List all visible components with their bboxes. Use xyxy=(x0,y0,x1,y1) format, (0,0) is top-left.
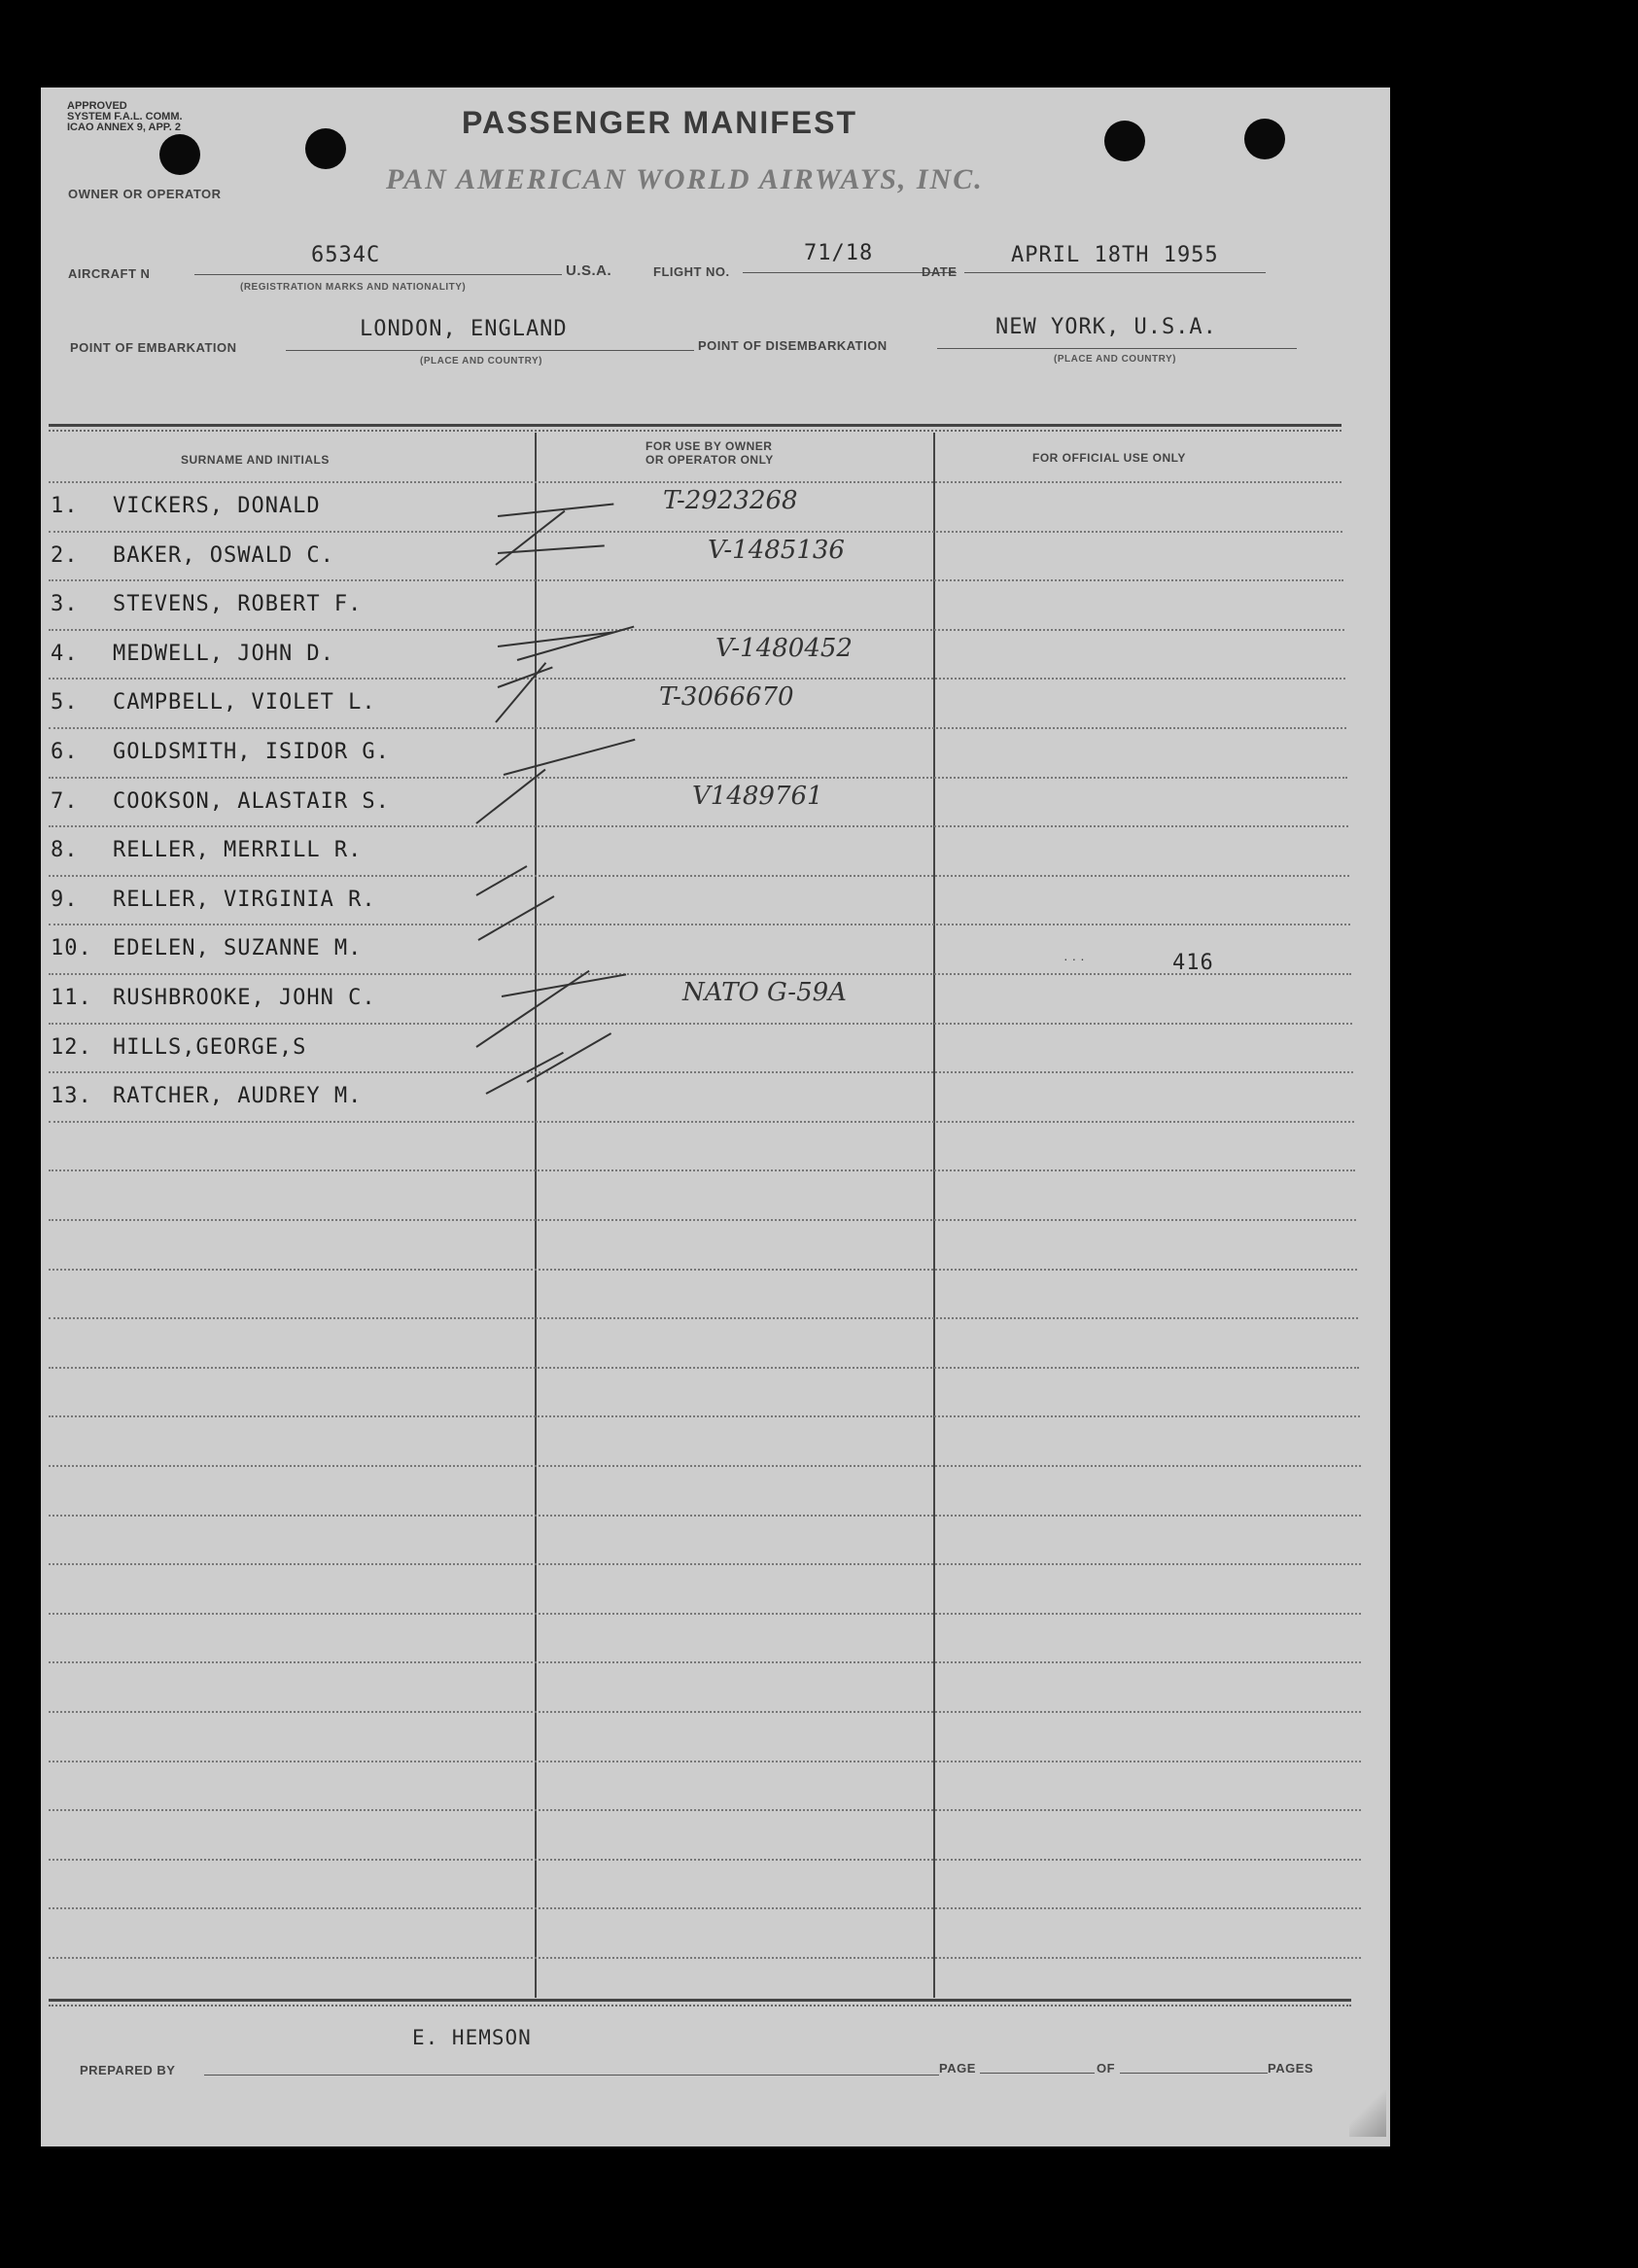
passenger-number: 3. xyxy=(51,592,79,616)
passenger-document-number: NATO G-59A xyxy=(682,978,847,1007)
check-mark xyxy=(475,970,589,1048)
column-header-names: SURNAME AND INITIALS xyxy=(181,453,330,467)
column-header-owner-1: FOR USE BY OWNER xyxy=(645,439,773,453)
table-row xyxy=(51,1084,362,1108)
ruled-line xyxy=(49,579,1343,581)
table-row xyxy=(51,690,376,715)
approval-line-2: SYSTEM F.A.L. COMM. xyxy=(67,111,183,122)
check-mark xyxy=(476,865,528,896)
ruled-line xyxy=(49,1023,1352,1025)
check-mark xyxy=(495,510,565,566)
ruled-line xyxy=(49,1761,1361,1762)
disembark-underline xyxy=(937,348,1297,349)
punch-hole xyxy=(1244,119,1285,159)
ruled-line xyxy=(49,1219,1356,1221)
ruled-line xyxy=(49,531,1342,533)
check-mark xyxy=(478,895,555,941)
approval-line-1: APPROVED xyxy=(67,100,127,112)
corner-smudge xyxy=(1349,2090,1386,2137)
passenger-name: COOKSON, ALASTAIR S. xyxy=(113,789,390,814)
ruled-line xyxy=(49,1907,1361,1909)
table-top-rule xyxy=(49,424,1342,427)
ruled-line xyxy=(49,1563,1361,1565)
table-row xyxy=(51,986,376,1010)
table-row xyxy=(51,838,362,862)
ruled-line xyxy=(49,1121,1354,1123)
owner-value: PAN AMERICAN WORLD AIRWAYS, INC. xyxy=(386,163,984,195)
ruled-line xyxy=(49,1071,1353,1073)
passenger-number: 10. xyxy=(51,936,92,960)
passenger-name: HILLS,GEORGE,S xyxy=(113,1035,307,1060)
table-top-rule-2 xyxy=(49,430,1342,432)
passenger-name: CAMPBELL, VIOLET L. xyxy=(113,690,376,715)
passenger-number: 5. xyxy=(51,690,79,715)
passenger-number: 12. xyxy=(51,1035,92,1060)
passenger-number: 11. xyxy=(51,986,92,1010)
passenger-name: RELLER, MERRILL R. xyxy=(113,838,363,862)
column-header-official: FOR OFFICIAL USE ONLY xyxy=(1032,451,1186,465)
table-row xyxy=(51,543,334,568)
table-row xyxy=(51,1035,306,1060)
date-underline xyxy=(964,272,1266,273)
passenger-name: VICKERS, DONALD xyxy=(113,494,321,518)
ruled-line xyxy=(49,1169,1355,1171)
passenger-number: 6. xyxy=(51,740,79,764)
ruled-line xyxy=(49,1613,1361,1615)
check-mark xyxy=(527,1032,612,1083)
passenger-document-number: T-2923268 xyxy=(663,486,798,515)
passenger-number: 8. xyxy=(51,838,79,862)
pages-label: PAGES xyxy=(1268,2061,1314,2076)
ruled-line xyxy=(49,1515,1361,1517)
passenger-name: STEVENS, ROBERT F. xyxy=(113,592,363,616)
disembark-sub: (PLACE AND COUNTRY) xyxy=(1054,354,1176,365)
passenger-name: EDELEN, SUZANNE M. xyxy=(113,936,363,960)
passenger-number: 13. xyxy=(51,1084,92,1108)
page-underline xyxy=(980,2073,1095,2074)
ruled-line xyxy=(49,629,1344,631)
passenger-number: 9. xyxy=(51,888,79,912)
date-value: APRIL 18TH 1955 xyxy=(1011,243,1219,267)
column-header-owner-2: OR OPERATOR ONLY xyxy=(645,453,774,467)
punch-hole xyxy=(1104,121,1145,161)
ruled-line xyxy=(49,777,1347,779)
owner-label: OWNER OR OPERATOR xyxy=(68,187,222,201)
embark-underline xyxy=(286,350,694,351)
ruled-line xyxy=(49,1957,1361,1959)
aircraft-underline xyxy=(194,274,562,275)
ruled-line xyxy=(49,481,1342,483)
table-row xyxy=(51,936,362,960)
passenger-document-number: V1489761 xyxy=(692,782,823,811)
flight-label: FLIGHT NO. xyxy=(653,264,730,279)
table-bottom-rule xyxy=(49,1999,1351,2002)
ruled-line xyxy=(49,678,1345,680)
approval-line-3: ICAO ANNEX 9, APP. 2 xyxy=(67,122,181,133)
prepared-by-value: E. HEMSON xyxy=(412,2026,532,2049)
of-label: OF xyxy=(1097,2061,1116,2076)
official-note: 416 xyxy=(1172,951,1214,975)
punch-hole xyxy=(305,128,346,169)
passenger-document-number: V-1485136 xyxy=(708,536,845,565)
ruled-line xyxy=(49,1859,1361,1861)
embark-label: POINT OF EMBARKATION xyxy=(70,340,237,355)
ruled-line xyxy=(49,973,1351,975)
ruled-line xyxy=(49,1367,1359,1369)
table-row xyxy=(51,494,321,518)
ruled-line xyxy=(49,1661,1361,1663)
passenger-number: 1. xyxy=(51,494,79,518)
table-row xyxy=(51,642,334,666)
aircraft-sub: (REGISTRATION MARKS AND NATIONALITY) xyxy=(240,282,467,293)
passenger-number: 2. xyxy=(51,543,79,568)
table-row xyxy=(51,888,376,912)
flight-value: 71/18 xyxy=(804,241,874,265)
disembark-value: NEW YORK, U.S.A. xyxy=(995,315,1217,339)
check-mark xyxy=(498,631,613,647)
table-row xyxy=(51,740,390,764)
ruled-line xyxy=(49,727,1346,729)
manifest-sheet xyxy=(41,87,1390,2146)
ruled-line xyxy=(49,1317,1358,1319)
ruled-line xyxy=(49,875,1349,877)
check-mark xyxy=(495,662,546,723)
embark-sub: (PLACE AND COUNTRY) xyxy=(420,356,542,366)
date-label: DATE xyxy=(922,264,958,279)
ruled-line xyxy=(49,1809,1361,1811)
ruled-line xyxy=(49,1415,1360,1417)
stamp-dots: · · · xyxy=(1063,951,1085,966)
column-divider-1 xyxy=(535,433,537,1998)
of-underline xyxy=(1120,2073,1268,2074)
page-label: PAGE xyxy=(939,2061,976,2076)
disembark-label: POINT OF DISEMBARKATION xyxy=(698,338,888,353)
embark-value: LONDON, ENGLAND xyxy=(360,317,568,341)
table-row xyxy=(51,789,390,814)
ruled-line xyxy=(49,1711,1361,1713)
passenger-name: RELLER, VIRGINIA R. xyxy=(113,888,376,912)
passenger-document-number: V-1480452 xyxy=(715,634,853,663)
table-bottom-rule-2 xyxy=(49,2005,1351,2006)
passenger-name: RUSHBROOKE, JOHN C. xyxy=(113,986,376,1010)
ruled-line xyxy=(49,924,1350,925)
column-divider-2 xyxy=(933,433,935,1998)
passenger-name: RATCHER, AUDREY M. xyxy=(113,1084,363,1108)
passenger-number: 7. xyxy=(51,789,79,814)
passenger-name: BAKER, OSWALD C. xyxy=(113,543,334,568)
prepared-by-label: PREPARED BY xyxy=(80,2063,176,2077)
check-mark xyxy=(504,739,636,776)
prepared-by-underline xyxy=(204,2075,939,2076)
passenger-name: GOLDSMITH, ISIDOR G. xyxy=(113,740,390,764)
ruled-line xyxy=(49,1269,1357,1271)
passenger-name: MEDWELL, JOHN D. xyxy=(113,642,334,666)
punch-hole xyxy=(159,134,200,175)
passenger-number: 4. xyxy=(51,642,79,666)
aircraft-value: 6534C xyxy=(311,243,381,267)
aircraft-label: AIRCRAFT N xyxy=(68,266,151,281)
passenger-document-number: T-3066670 xyxy=(659,682,794,712)
page-title: PASSENGER MANIFEST xyxy=(462,105,857,140)
ruled-line xyxy=(49,1465,1361,1467)
ruled-line xyxy=(49,825,1348,827)
table-row xyxy=(51,592,362,616)
nationality: U.S.A. xyxy=(566,262,612,279)
